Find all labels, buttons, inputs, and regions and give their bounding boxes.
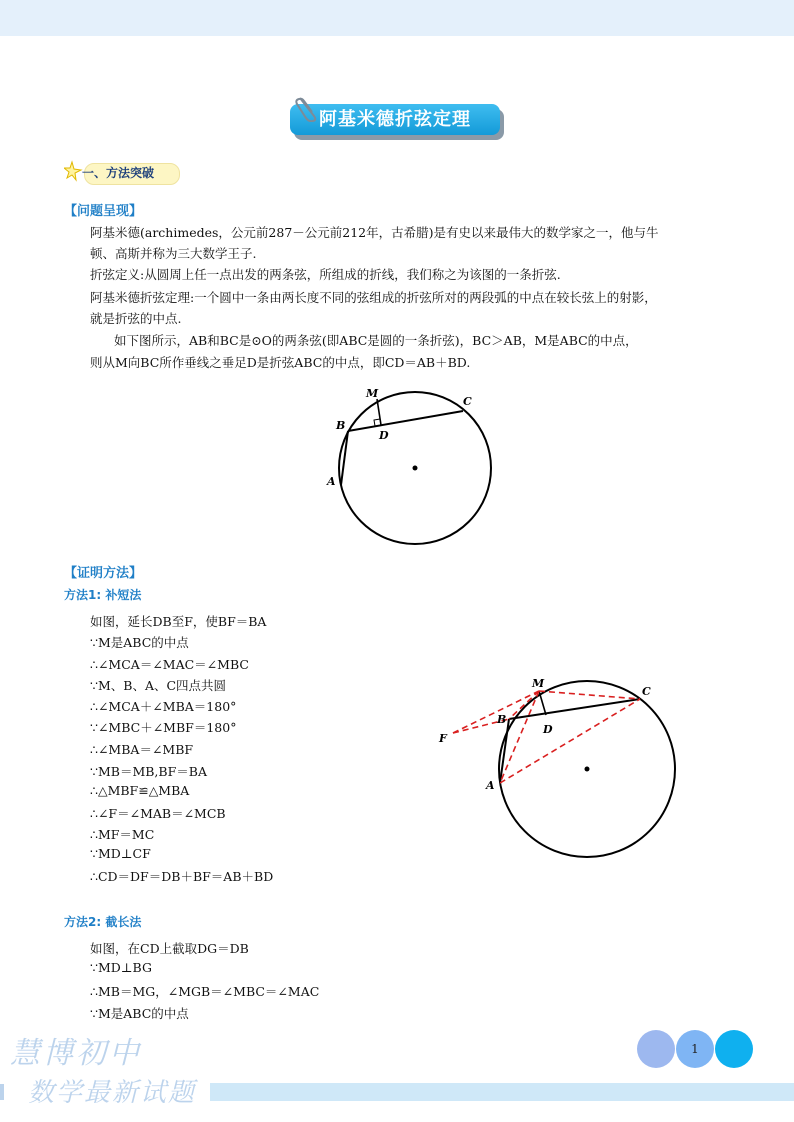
method1-line-11: ∴MF＝MC: [90, 827, 155, 842]
method1-line-1: 如图，延长DB至F，使BF＝BA: [90, 614, 267, 629]
page-number: 1: [691, 1042, 699, 1056]
watermark-line-1: 慧博初中: [10, 1036, 142, 1071]
method1-line-10: ∴∠F＝∠MAB＝∠MCB: [90, 806, 226, 821]
paperclip-icon: [294, 94, 324, 122]
fig1-label-m: M: [366, 387, 379, 400]
method2-line-1: 如图，在CD上截取DG＝DB: [90, 941, 249, 956]
fig2-label-c: C: [642, 685, 651, 698]
fig1-label-c: C: [463, 395, 472, 408]
fig2-label-a: A: [486, 779, 495, 792]
method1-line-9: ∴△MBF≌△MBA: [90, 783, 190, 798]
method1-line-2: ∵M是ABC的中点: [90, 635, 189, 650]
method2-line-4: ∵M是ABC的中点: [90, 1006, 189, 1021]
method1-line-3: ∴∠MCA＝∠MAC＝∠MBC: [90, 657, 249, 672]
fig2-label-b: B: [497, 713, 507, 726]
page-title: 阿基米德折弦定理: [290, 104, 500, 135]
page-number-badge: [637, 1030, 753, 1068]
method2-title: 方法2: 截长法: [64, 915, 142, 929]
page-circle-right: [715, 1030, 753, 1068]
fig2-center-dot: [585, 767, 590, 772]
fig1-label-a: A: [327, 475, 336, 488]
page-circle-left: [637, 1030, 675, 1068]
fig1-chord-bc: [348, 411, 463, 431]
method2-line-3: ∴MB＝MG，∠MGB＝∠MBC＝∠MAC: [90, 984, 320, 999]
fig1-label-d: D: [379, 429, 389, 442]
left-tick: [0, 1084, 4, 1100]
method1-line-7: ∴∠MBA＝∠MBF: [90, 742, 194, 757]
method1-line-5: ∴∠MCA＋∠MBA＝180°: [90, 699, 237, 714]
figure-2: [435, 675, 685, 885]
fig2-label-m: M: [532, 677, 545, 690]
method1-line-6: ∵∠MBC＋∠MBF＝180°: [90, 720, 237, 735]
problem-heading: 【问题呈现】: [64, 204, 143, 219]
fig1-perp-md: [377, 399, 381, 425]
top-band: [0, 0, 794, 36]
fig1-center-dot: [413, 466, 418, 471]
method1-title: 方法1: 补短法: [64, 588, 142, 602]
problem-para-1: 阿基米德(archimedes，公元前287－公元前212年，古希腊)是有史以来最伟大的数学家之一，他与牛: [90, 225, 659, 240]
problem-para-3: 折弦定义:从圆周上任一点出发的两条弦，所组成的折线，我们称之为该图的一条折弦.: [90, 267, 561, 282]
problem-para-5: 就是折弦的中点.: [90, 311, 182, 326]
method1-line-4: ∵M、B、A、C四点共圆: [90, 678, 227, 693]
method2-line-2: ∵MD⊥BG: [90, 960, 152, 975]
watermark-line-2: 数学最新试题: [28, 1078, 197, 1108]
section-label: 一、方法突破: [82, 166, 155, 180]
fig1-label-b: B: [336, 419, 346, 432]
proof-heading: 【证明方法】: [64, 566, 143, 581]
fig2-dash-mc: [539, 691, 640, 699]
bottom-band: [210, 1083, 794, 1101]
method1-line-8: ∵MB＝MB,BF＝BA: [90, 764, 207, 779]
fig2-label-f: F: [439, 732, 447, 745]
method1-line-13: ∴CD＝DF＝DB＋BF＝AB＋BD: [90, 869, 274, 884]
figure-1: [320, 385, 520, 570]
fig2-perp-md: [539, 691, 546, 715]
fig2-dash-fm: [453, 691, 539, 733]
problem-para-7: 则从M向BC所作垂线之垂足D是折弦ABC的中点，即CD＝AB＋BD.: [90, 355, 471, 370]
method1-line-12: ∵MD⊥CF: [90, 846, 151, 861]
section-badge: [64, 160, 184, 188]
problem-para-4: 阿基米德折弦定理:一个圆中一条由两长度不同的弦组成的折弦所对的两段弧的中点在较长弦上的射影，: [90, 290, 657, 305]
fig2-label-d: D: [543, 723, 553, 736]
problem-para-6: 如下图所示，AB和BC是⊙O的两条弦(即ABC是圆的一条折弦)，BC＞AB，M是ABC的中点，: [114, 333, 638, 348]
problem-para-2: 顿、高斯并称为三大数学王子.: [90, 246, 257, 261]
